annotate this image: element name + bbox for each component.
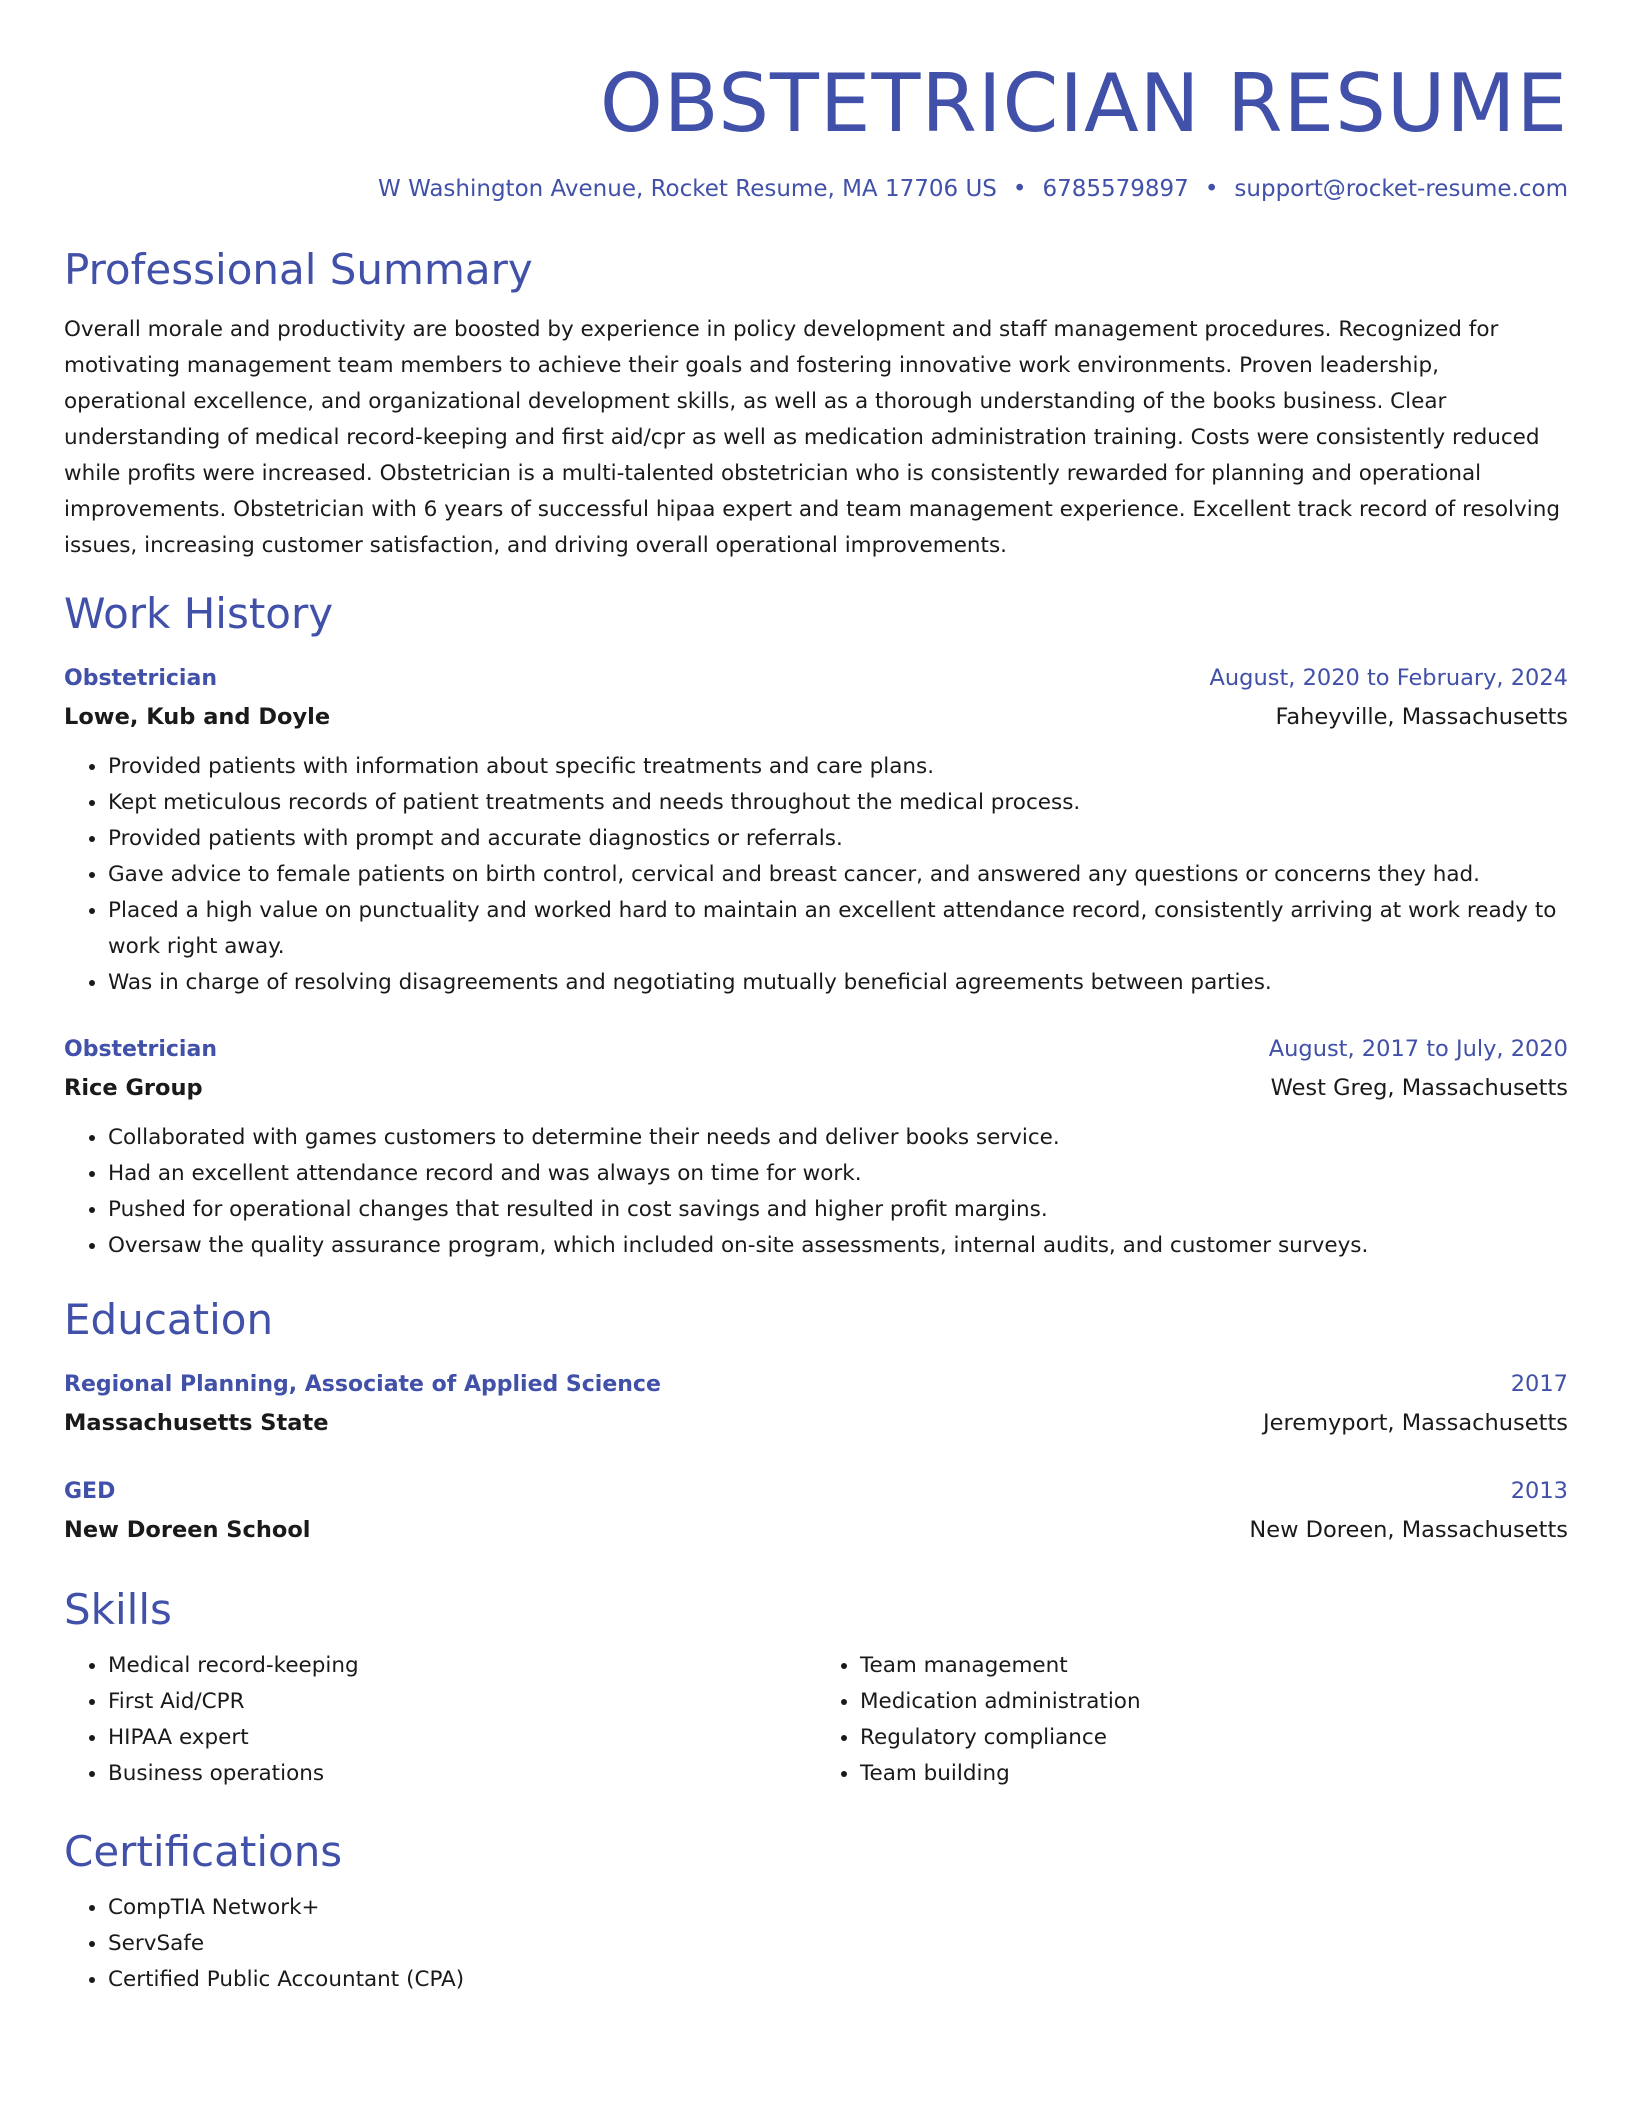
skill-item: • Team management xyxy=(860,1648,1568,1684)
certification-item: • CompTIA Network+ xyxy=(108,1890,1568,1926)
skill-item: • Business operations xyxy=(108,1756,816,1792)
job-company: Rice Group xyxy=(64,1075,203,1101)
education-school-row xyxy=(64,1510,1568,1550)
education-location: Jeremyport, Massachusetts xyxy=(1263,1410,1568,1436)
job-entry xyxy=(64,1031,1568,1264)
job-header-row xyxy=(64,660,1568,697)
certification-item: • Certified Public Accountant (CPA) xyxy=(108,1962,1568,1998)
education-location: New Doreen, Massachusetts xyxy=(1249,1517,1568,1543)
skills-grid xyxy=(64,1648,1568,1792)
job-header-row xyxy=(64,1031,1568,1068)
job-duty: • Gave advice to female patients on birth control, cervical and breast cancer, and answered any questions or concerns they had. xyxy=(108,857,1568,893)
education-header-row xyxy=(64,1473,1568,1510)
education-school: Massachusetts State xyxy=(64,1410,329,1436)
job-duty: • Had an excellent attendance record and was always on time for work. xyxy=(108,1156,1568,1192)
education-year: 2017 xyxy=(1510,1371,1568,1397)
skills-heading: Skills xyxy=(64,1585,172,1634)
job-duties-list xyxy=(64,749,1568,1001)
job-duty: • Kept meticulous records of patient treatments and needs throughout the medical process. xyxy=(108,785,1568,821)
resume-title: OBSTETRICIAN RESUME xyxy=(599,57,1568,150)
job-duty: • Provided patients with prompt and accurate diagnostics or referrals. xyxy=(108,821,1568,857)
skill-item: • Team building xyxy=(860,1756,1568,1792)
job-duties-list xyxy=(64,1120,1568,1264)
certifications-list xyxy=(64,1890,1568,1998)
job-duty: • Pushed for operational changes that resulted in cost savings and higher profit margins. xyxy=(108,1192,1568,1228)
job-location: Faheyville, Massachusetts xyxy=(1275,704,1568,730)
skills-list-right xyxy=(816,1648,1568,1792)
skill-item: • Regulatory compliance xyxy=(860,1720,1568,1756)
job-duty: • Oversaw the quality assurance program, which included on-site assessments, internal audits, and customer surveys. xyxy=(108,1228,1568,1264)
contact-line xyxy=(64,174,1568,204)
summary-text: Overall morale and productivity are boosted by experience in policy development and staff management procedures. Recognized for motivating management team members to achieve their goals and fostering innovative work environments. Proven leadership, operational excellence, and organizational development skills, as well as a thorough understanding of the books business. Clear understanding of medical record-keeping and first aid/cpr as well as medication administration training. Costs were consistently reduced while profits were increased. Obstetrician is a multi-talented obstetrician who is consistently rewarded for planning and operational improvements. Obstetrician with 6 years of successful hipaa expert and team management experience. Excellent track record of resolving issues, increasing customer satisfaction, and driving overall operational improvements. xyxy=(64,317,1560,558)
job-dates: August, 2017 to July, 2020 xyxy=(1268,1036,1568,1062)
job-title: Obstetrician xyxy=(64,1037,217,1062)
job-org-row xyxy=(64,697,1568,737)
skills-list-left xyxy=(64,1648,816,1792)
work-history-heading: Work History xyxy=(64,589,334,638)
certification-item: • ServSafe xyxy=(108,1926,1568,1962)
education-entry xyxy=(64,1366,1568,1443)
education-year: 2013 xyxy=(1510,1478,1568,1504)
contact-separator: • xyxy=(1012,176,1027,202)
education-header-row xyxy=(64,1366,1568,1403)
contact-phone: 6785579897 xyxy=(1042,176,1189,202)
job-duty: • Collaborated with games customers to determine their needs and deliver books service. xyxy=(108,1120,1568,1156)
contact-address: W Washington Avenue, Rocket Resume, MA 17706 US xyxy=(378,176,997,202)
job-duty: • Placed a high value on punctuality and worked hard to maintain an excellent attendance record, consistently arriving at work ready to work right away. xyxy=(108,893,1568,965)
skill-item: • First Aid/CPR xyxy=(108,1684,816,1720)
skill-item: • HIPAA expert xyxy=(108,1720,816,1756)
education-heading: Education xyxy=(64,1295,274,1344)
job-location: West Greg, Massachusetts xyxy=(1270,1075,1568,1101)
summary-heading: Professional Summary xyxy=(64,245,533,294)
job-title: Obstetrician xyxy=(64,666,217,691)
contact-email: support@rocket-resume.com xyxy=(1234,176,1568,202)
job-org-row xyxy=(64,1068,1568,1108)
job-company: Lowe, Kub and Doyle xyxy=(64,704,331,730)
skill-item: • Medication administration xyxy=(860,1684,1568,1720)
education-school: New Doreen School xyxy=(64,1517,311,1543)
job-duty: • Provided patients with information about specific treatments and care plans. xyxy=(108,749,1568,785)
education-degree: Regional Planning, Associate of Applied Science xyxy=(64,1372,661,1397)
contact-separator: • xyxy=(1204,176,1219,202)
job-entry xyxy=(64,660,1568,1001)
education-entry xyxy=(64,1473,1568,1550)
job-duty: • Was in charge of resolving disagreements and negotiating mutually beneficial agreements between parties. xyxy=(108,965,1568,1001)
resume-page xyxy=(64,0,1568,1998)
education-school-row xyxy=(64,1403,1568,1443)
education-degree: GED xyxy=(64,1479,116,1504)
job-dates: August, 2020 to February, 2024 xyxy=(1209,665,1568,691)
skill-item: • Medical record-keeping xyxy=(108,1648,816,1684)
certifications-heading: Certifications xyxy=(64,1827,343,1876)
